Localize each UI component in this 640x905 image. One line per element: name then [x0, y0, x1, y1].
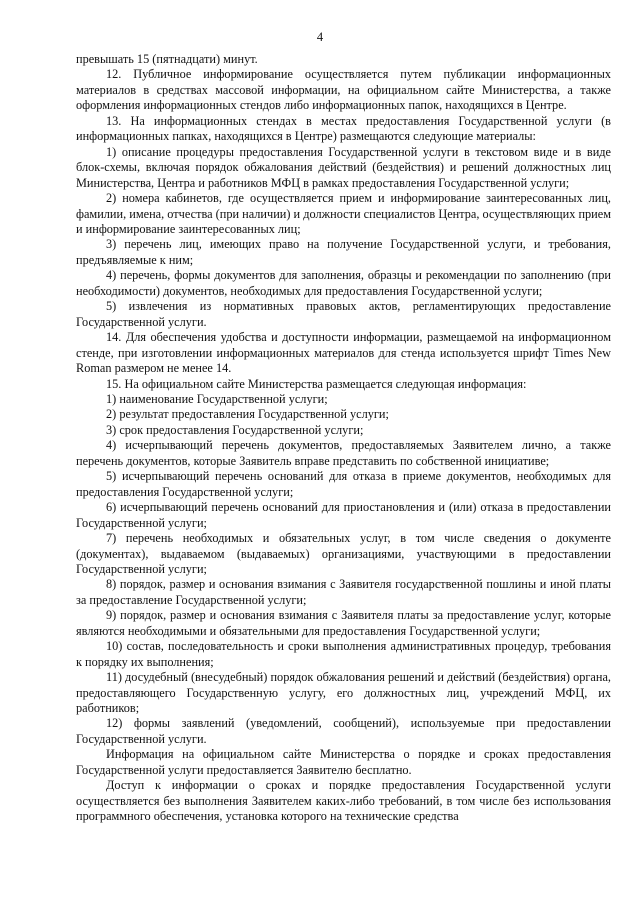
- paragraph: 10) состав, последовательность и сроки выполнения административных процедур, требования к порядку их выполнения;: [76, 639, 611, 669]
- paragraph: 9) порядок, размер и основания взимания с Заявителя платы за предоставление услуг, которые являются необходимыми и обязательными для предоставления Государственной услуги;: [76, 608, 611, 638]
- paragraph: 14. Для обеспечения удобства и доступности информации, размещаемой на информационном стенде, при изготовлении информационных материалов для стенда используется шрифт Times New Roman размером не менее 14.: [76, 330, 611, 376]
- paragraph: 5) исчерпывающий перечень оснований для отказа в приеме документов, необходимых для предоставления Государственной услуги;: [76, 469, 611, 499]
- paragraph: 11) досудебный (внесудебный) порядок обжалования решений и действий (бездействия) органа, предоставляющего Государственную услугу, его должностных лиц, учреждений МФЦ, их работников;: [76, 670, 611, 716]
- paragraph: 8) порядок, размер и основания взимания с Заявителя государственной пошлины и иной платы за предоставление Государственной услуги;: [76, 577, 611, 607]
- paragraph: 3) срок предоставления Государственной услуги;: [106, 422, 364, 437]
- paragraph: 13. На информационных стендах в местах предоставления Государственной услуги (в информационных папках, находящихся в Центре) размещаются следующие материалы:: [76, 113, 611, 144]
- page-number: 4: [316, 30, 324, 44]
- paragraph: 2) номера кабинетов, где осуществляется прием и информирование заинтересованных лиц, фамилии, имена, отчества (при наличии) и должности специалистов Центра, осуществляющих прием и информирование заинтересованных лиц;: [76, 191, 611, 236]
- paragraph: 3) перечень лиц, имеющих право на получение Государственной услуги, и требования, предъявляемые к ним;: [76, 237, 611, 267]
- paragraph: 5) извлечения из нормативных правовых актов, регламентирующих предоставление Государственной услуги.: [76, 299, 611, 329]
- paragraph: превышать 15 (пятнадцати) минут.: [76, 52, 258, 66]
- paragraph: 1) наименование Государственной услуги;: [106, 391, 328, 406]
- paragraph: 15. На официальном сайте Министерства размещается следующая информация:: [106, 376, 527, 391]
- document-body: [76, 52, 611, 825]
- paragraph: 6) исчерпывающий перечень оснований для приостановления и (или) отказа в предоставлении Государственной услуги;: [76, 500, 611, 530]
- paragraph: Информация на официальном сайте Министерства о порядке и сроках предоставления Государственной услуги предоставляется Заявителю бесплатно.: [76, 747, 611, 777]
- paragraph: 12. Публичное информирование осуществляется путем публикации информационных материалов в средствах массовой информации, на официальном сайте Министерства, а также оформления информационных стендов либо информационных папок, находящихся в Центре.: [76, 67, 611, 113]
- paragraph: 4) исчерпывающий перечень документов, предоставляемых Заявителем лично, а также перечень документов, которые Заявитель вправе представить по собственной инициативе;: [76, 438, 611, 468]
- paragraph: 1) описание процедуры предоставления Государственной услуги в текстовом виде и в виде блок-схемы, включая порядок обжалования действий (бездействия) и решений должностных лиц Министерства, Центра и работников МФЦ в рамках предоставления Государственной услуги;: [76, 144, 611, 190]
- paragraph: 4) перечень, формы документов для заполнения, образцы и рекомендации по заполнению (при необходимости) документов, необходимых для предоставления Государственной услуги;: [76, 268, 611, 298]
- paragraph: 2) результат предоставления Государственной услуги;: [106, 407, 389, 422]
- paragraph: 12) формы заявлений (уведомлений, сообщений), используемые при предоставлении Государственной услуги.: [76, 716, 611, 746]
- paragraph: Доступ к информации о сроках и порядке предоставления Государственной услуги осуществляется без выполнения Заявителем каких-либо требований, в том числе без использования программного обеспечения, установка которого на технические средства: [76, 778, 611, 824]
- paragraph: 7) перечень необходимых и обязательных услуг, в том числе сведения о документе (документах), выдаваемом (выдаваемых) организациями, участвующими в предоставлении Государственной услуги;: [76, 531, 611, 576]
